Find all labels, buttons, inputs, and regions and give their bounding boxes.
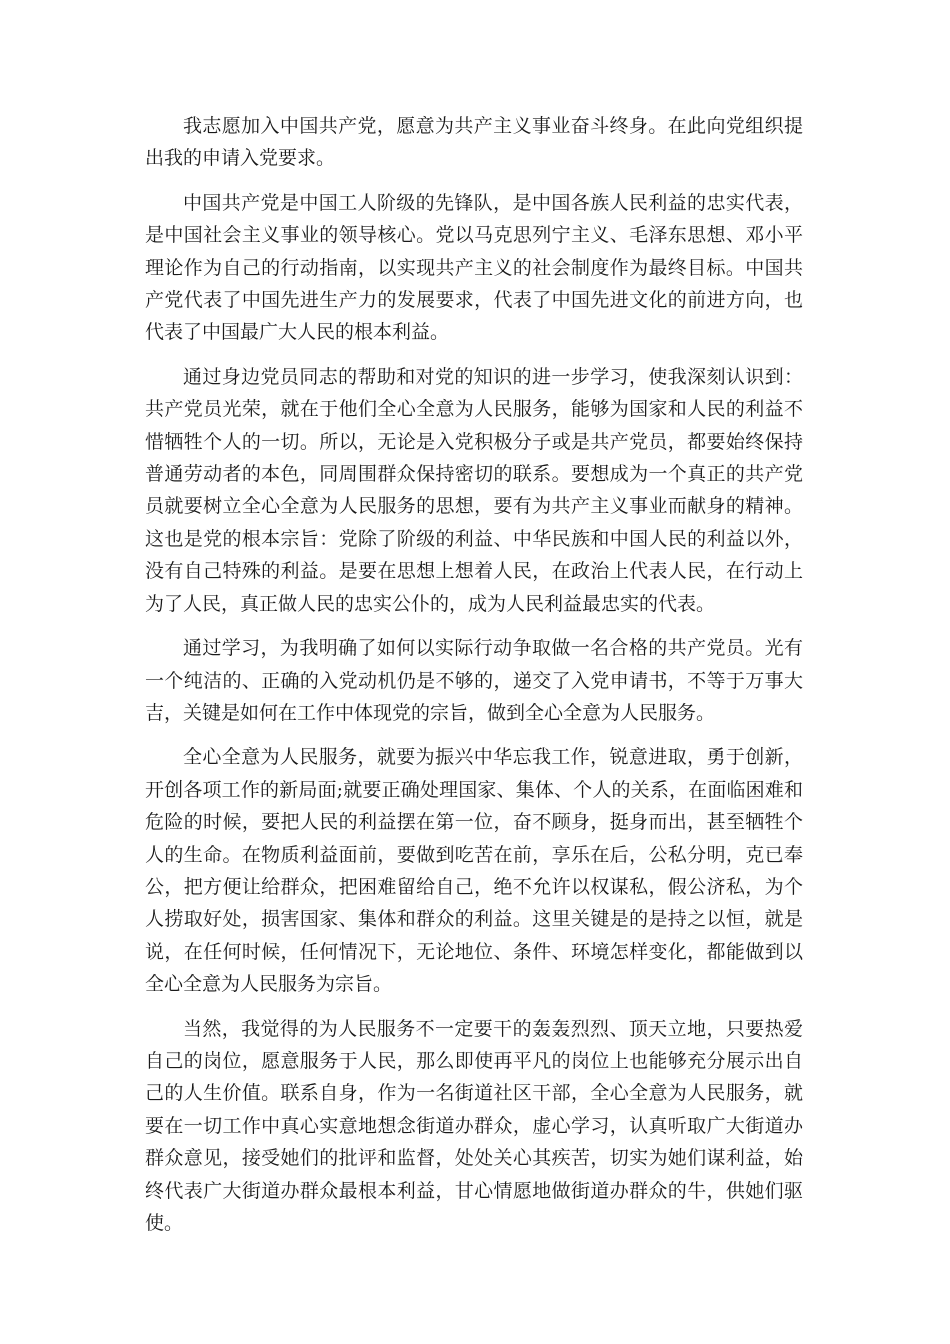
paragraph-3: 通过身边党员同志的帮助和对党的知识的进一步学习，使我深刻认识到：共产党员光荣，就在于他们全心全意为人民服务，能够为国家和人民的利益不惜牺牲个人的一切。所以，无论是入党积极分子或是共产党员，都要始终保持普通劳动者的本色，同周围群众保持密切的联系。要想成为一个真正的共产党员就要树立全心全意为人民服务的思想，要有为共产主义事业而献身的精神。这也是党的根本宗旨：党除了阶级的利益、中华民族和中国人民的利益以外，没有自己特殊的利益。是要在思想上想着人民，在政治上代表人民，在行动上为了人民，真正做人民的忠实公仆的，成为人民利益最忠实的代表。 (145, 365, 803, 615)
paragraph-1: 我志愿加入中国共产党，愿意为共产主义事业奋斗终身。在此向党组织提出我的申请入党要求。 (145, 115, 803, 170)
paragraph-4: 通过学习，为我明确了如何以实际行动争取做一名合格的共产党员。光有一个纯洁的、正确的入党动机仍是不够的，递交了入党申请书，不等于万事大吉，关键是如何在工作中体现党的宗旨，做到全心全意为人民服务。 (145, 637, 803, 724)
document-body (145, 110, 803, 1251)
paragraph-2: 中国共产党是中国工人阶级的先锋队，是中国各族人民利益的忠实代表，是中国社会主义事业的领导核心。党以马克思列宁主义、毛泽东思想、邓小平理论作为自己的行动指南，以实现共产主义的社会制度作为最终目标。中国共产党代表了中国先进生产力的发展要求，代表了中国先进文化的前进方向，也代表了中国最广大人民的根本利益。 (145, 191, 803, 344)
paragraph-5: 全心全意为人民服务，就要为振兴中华忘我工作，锐意进取，勇于创新，开创各项工作的新局面;就要正确处理国家、集体、个人的关系，在面临困难和危险的时候，要把人民的利益摆在第一位，奋不顾身，挺身而出，甚至牺牲个人的生命。在物质利益面前，要做到吃苦在前，享乐在后，公私分明，克已奉公，把方便让给群众，把困难留给自己，绝不允许以权谋私，假公济私，为个人捞取好处，损害国家、集体和群众的利益。这里关键是的是持之以恒，就是说，在任何时候，任何情况下，无论地位、条件、环境怎样变化，都能做到以全心全意为人民服务为宗旨。 (145, 746, 803, 996)
paragraph-6: 当然，我觉得的为人民服务不一定要干的轰轰烈烈、顶天立地，只要热爱自己的岗位，愿意服务于人民，那么即使再平凡的岗位上也能够充分展示出自己的人生价值。联系自身，作为一名街道社区干部，全心全意为人民服务，就要在一切工作中真心实意地想念街道办群众，虚心学习，认真听取广大街道办群众意见，接受她们的批评和监督，处处关心其疾苦，切实为她们谋利益，始终代表广大街道办群众最根本利益，甘心情愿地做街道办群众的牛，供她们驱使。 (145, 1017, 803, 1234)
